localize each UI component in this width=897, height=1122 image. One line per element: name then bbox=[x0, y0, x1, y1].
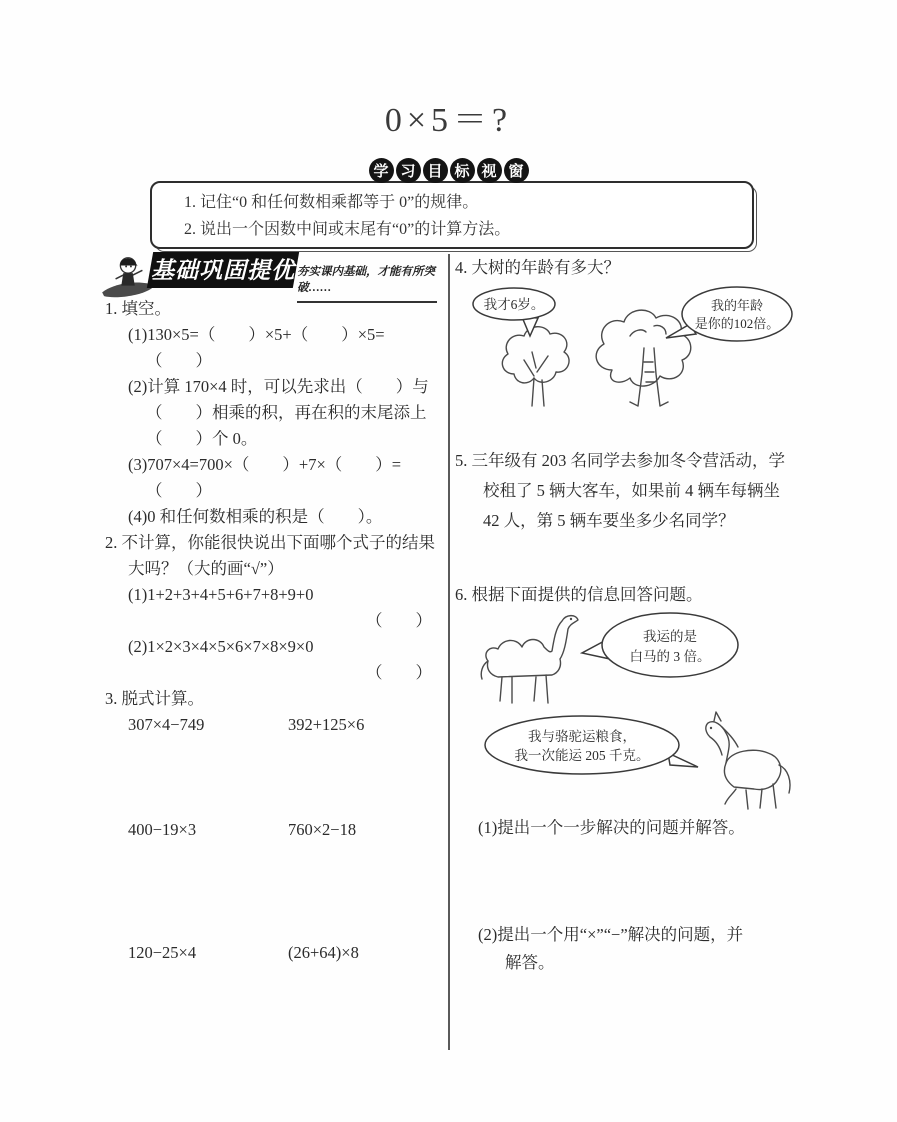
q1-heading: 1. 填空。 bbox=[105, 299, 171, 318]
camel-drawing bbox=[481, 616, 578, 703]
badge-char: 习 bbox=[396, 158, 421, 183]
svg-text:我运的是: 我运的是 bbox=[643, 629, 697, 644]
q3-row bbox=[100, 817, 440, 843]
q6-sub-question bbox=[455, 921, 800, 977]
q3-expression: 120−25×4 bbox=[128, 943, 197, 962]
svg-text:我的年龄: 我的年龄 bbox=[710, 298, 764, 313]
badge-char: 学 bbox=[369, 158, 394, 183]
page-title: 0×5＝? bbox=[384, 102, 513, 139]
q6-heading: 6. 根据下面提供的信息回答问题。 bbox=[455, 585, 703, 604]
horse-drawing bbox=[706, 712, 790, 809]
q5-line: 42 人，第 5 辆车要坐多少名同学？ bbox=[483, 511, 735, 530]
q1-line: (4)0 和任何数相乘的积是（ ）。 bbox=[128, 507, 383, 526]
q6-sub-question-line: (2)提出一个用“×”“−”解决的问题，并 bbox=[478, 925, 744, 944]
q3-expression: 400−19×3 bbox=[128, 820, 197, 839]
speech-bubble-big-tree bbox=[666, 287, 792, 341]
objective-item: 1. 记住“0 和任何数相乘都等于 0”的规律。 bbox=[184, 194, 479, 211]
q2-expression: (1)1+2+3+4+5+6+7+8+9+0 bbox=[128, 585, 314, 604]
q1-line: （ ） bbox=[146, 351, 212, 370]
column-divider bbox=[448, 254, 450, 1050]
q1-line: （ ）个 0。 bbox=[146, 429, 258, 448]
section-title-banner bbox=[147, 252, 299, 288]
q2-heading: 2. 不计算，你能很快说出下面哪个式子的结果 bbox=[105, 533, 435, 552]
q1-line: (1)130×5=（ ）×5+（ ）×5= bbox=[128, 325, 385, 344]
speech-bubble-small-tree bbox=[473, 288, 555, 336]
section-title: 基础巩固提优 bbox=[151, 257, 295, 283]
q3-heading: 3. 脱式计算。 bbox=[105, 689, 204, 708]
speech-bubble-camel bbox=[582, 613, 738, 677]
objectives-badge bbox=[369, 158, 529, 183]
horse-illustration bbox=[464, 707, 796, 811]
q1-line: (2)计算 170×4 时，可以先求出（ ）与 bbox=[128, 377, 429, 396]
svg-text:我才6岁。: 我才6岁。 bbox=[483, 297, 545, 312]
trees-illustration bbox=[462, 282, 794, 408]
svg-text:我一次能运 205 千克。: 我一次能运 205 千克。 bbox=[514, 748, 650, 763]
objective-item: 2. 说出一个因数中间或末尾有“0”的计算方法。 bbox=[184, 221, 511, 238]
q6-sub-question: (1)提出一个一步解决的问题并解答。 bbox=[478, 818, 745, 837]
q1-line: (3)707×4=700×（ ）+7×（ ）= bbox=[128, 455, 402, 474]
svg-text:是你的102倍。: 是你的102倍。 bbox=[694, 316, 780, 331]
speech-bubble-horse bbox=[485, 716, 698, 774]
svg-text:我与骆驼运粮食，: 我与骆驼运粮食， bbox=[528, 729, 636, 744]
q3-expression: 760×2−18 bbox=[288, 820, 357, 839]
badge-char: 窗 bbox=[504, 158, 529, 183]
q5-line: 5. 三年级有 203 名同学去参加冬令营活动，学 bbox=[455, 451, 785, 470]
q5-text bbox=[455, 446, 800, 536]
q6-sub-question-line: 解答。 bbox=[505, 953, 555, 972]
badge-char: 标 bbox=[450, 158, 475, 183]
big-tree-drawing bbox=[596, 310, 691, 406]
q1-line: （ ）相乘的积，再在积的末尾添上 bbox=[146, 403, 427, 422]
q3-row bbox=[100, 940, 440, 966]
q2-answer-blank: （ ） bbox=[366, 663, 432, 682]
q3-row bbox=[100, 712, 440, 738]
badge-char: 视 bbox=[477, 158, 502, 183]
section-subtitle: 夯实课内基础，才能有所突破…… bbox=[297, 263, 437, 303]
objectives-box bbox=[150, 181, 754, 249]
q3-expression: 307×4−749 bbox=[128, 715, 205, 734]
left-column bbox=[100, 296, 440, 966]
svg-text:白马的 3 倍。: 白马的 3 倍。 bbox=[629, 649, 711, 664]
camel-illustration bbox=[462, 601, 794, 707]
small-tree-drawing bbox=[502, 327, 569, 406]
q2-heading-cont: 大吗？（大的画“√”） bbox=[128, 559, 284, 578]
q2-expression: (2)1×2×3×4×5×6×7×8×9×0 bbox=[128, 637, 314, 656]
q3-expression: (26+64)×8 bbox=[288, 943, 359, 962]
q1-line: （ ） bbox=[146, 481, 212, 500]
q4-heading: 4. 大树的年龄有多大？ bbox=[455, 258, 620, 277]
badge-char: 目 bbox=[423, 158, 448, 183]
q3-expression: 392+125×6 bbox=[288, 715, 365, 734]
q2-answer-blank: （ ） bbox=[366, 611, 432, 630]
q5-line: 校租了 5 辆大客车，如果前 4 辆车每辆坐 bbox=[483, 481, 780, 500]
